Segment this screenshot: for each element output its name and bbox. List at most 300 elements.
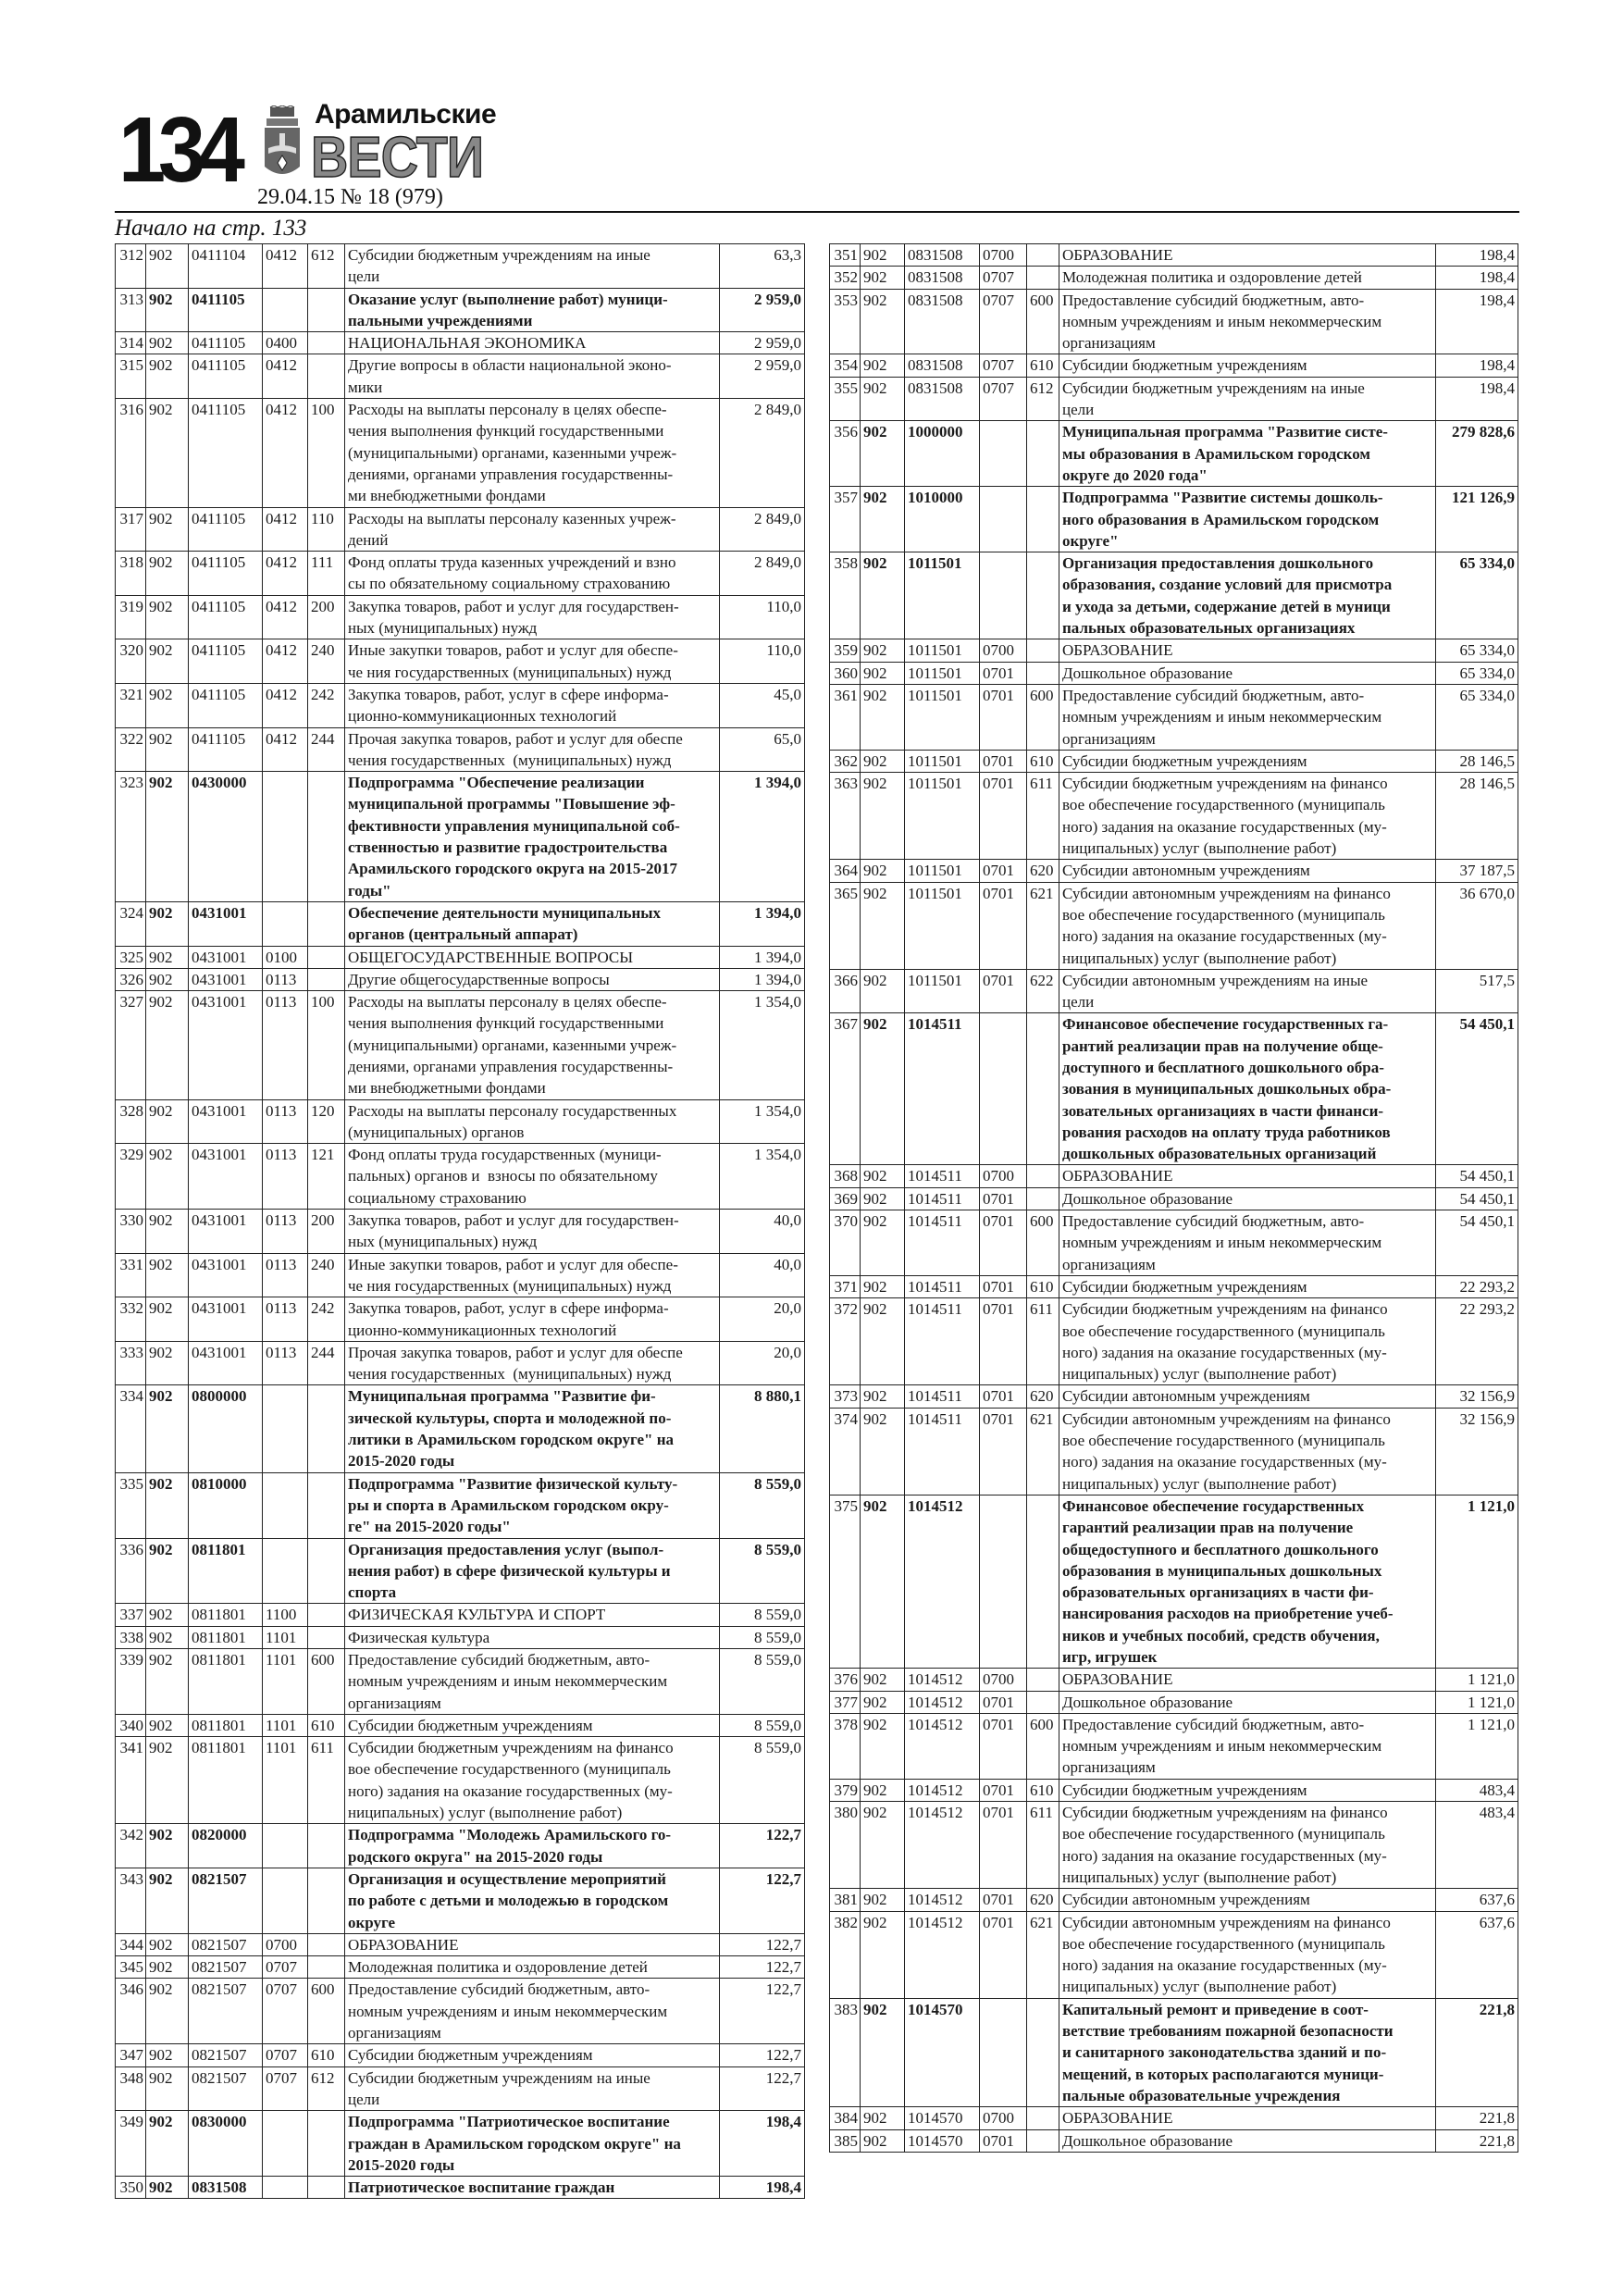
row-number: 368: [830, 1165, 861, 1187]
row-number: 374: [830, 1408, 861, 1495]
department-code: 902: [146, 946, 189, 968]
row-number: 336: [116, 1538, 146, 1604]
row-number: 381: [830, 1889, 861, 1911]
table-row: [116, 1341, 805, 1385]
target-code: 0431001: [189, 1144, 263, 1210]
row-number: 385: [830, 2129, 861, 2152]
target-code: 0431001: [189, 991, 263, 1099]
description: Субсидии бюджетным учреждениям на финансо вое обеспечение государственного (муниципаль ного) задания на оказание государственных (му- ниципальных) услуг (выполнение работ): [345, 1737, 720, 1824]
description: Предоставление субсидий бюджетным, авто- номным учреждениям и иным некоммерческим организациям: [1059, 1210, 1436, 1276]
target-code: 0831508: [905, 377, 980, 421]
department-code: 902: [861, 1691, 905, 1713]
description: Субсидии бюджетным учреждениям на финансо вое обеспечение государственного (муниципаль ного) задания на оказание государственных (му- ниципальных) услуг (выполнение работ): [1059, 1802, 1436, 1889]
amount: 65 334,0: [1436, 552, 1518, 639]
department-code: 902: [861, 421, 905, 487]
expense-type-code: [308, 1538, 345, 1604]
section-code: 0412: [263, 244, 308, 289]
row-number: 347: [116, 2044, 146, 2066]
department-code: 902: [146, 1933, 189, 1955]
table-row: [116, 552, 805, 596]
department-code: 902: [146, 1626, 189, 1648]
department-code: 902: [146, 288, 189, 332]
description: Муниципальная программа "Развитие фи- зической культуры, спорта и молодежной по- литики в Арамильском городском округе" на 2015-2020 годы: [345, 1385, 720, 1472]
section-code: [980, 1013, 1027, 1165]
row-number: 377: [830, 1691, 861, 1713]
description: ОБРАЗОВАНИЕ: [1059, 1669, 1436, 1691]
section-code: 0700: [263, 1933, 308, 1955]
target-code: 0431001: [189, 1297, 263, 1342]
amount: 2 959,0: [720, 354, 805, 399]
row-number: 343: [116, 1868, 146, 1933]
department-code: 902: [146, 1979, 189, 2044]
section-code: 0701: [980, 773, 1027, 860]
description: Субсидии автономным учреждениям на финансо вое обеспечение государственного (муниципаль ного) задания на оказание государственных (му- ниципальных) услуг (выполнение работ): [1059, 1408, 1436, 1495]
department-code: 902: [861, 1275, 905, 1297]
amount: 122,7: [720, 2066, 805, 2111]
amount: 2 849,0: [720, 507, 805, 552]
department-code: 902: [861, 1911, 905, 1998]
expense-type-code: [308, 332, 345, 354]
description: Финансовое обеспечение государственных гарантий реализации прав на получение общедоступного и бесплатного дошкольного образования в муниципальных дошкольных образовательных организациях в части фи- нансирования расходов на приобретение учеб- ников и учебных пособий, средств обучения, игр, игрушек: [1059, 1495, 1436, 1668]
table-row: [830, 882, 1518, 969]
department-code: 902: [146, 1868, 189, 1933]
row-number: 384: [830, 2107, 861, 2129]
amount: 54 450,1: [1436, 1013, 1518, 1165]
table-row: [116, 2111, 805, 2177]
expense-type-code: 610: [1027, 1275, 1059, 1297]
target-code: 1014512: [905, 1802, 980, 1889]
expense-type-code: [308, 354, 345, 399]
row-number: 383: [830, 1998, 861, 2106]
department-code: 902: [146, 1210, 189, 1254]
department-code: 902: [146, 727, 189, 772]
department-code: 902: [146, 1649, 189, 1715]
table-row: [830, 1013, 1518, 1165]
expense-type-code: 611: [1027, 1298, 1059, 1385]
amount: 32 156,9: [1436, 1408, 1518, 1495]
table-row: [830, 289, 1518, 354]
target-code: 1011501: [905, 860, 980, 882]
table-row: [116, 1979, 805, 2044]
department-code: 902: [146, 1737, 189, 1824]
continued-note: Начало на стр. 133: [115, 216, 307, 241]
table-row: [116, 1210, 805, 1254]
section-code: 0707: [980, 289, 1027, 354]
masthead: [118, 100, 1525, 209]
row-number: 318: [116, 552, 146, 596]
target-code: 1011501: [905, 750, 980, 772]
expense-type-code: 600: [1027, 1713, 1059, 1779]
section-code: 0412: [263, 552, 308, 596]
row-number: 373: [830, 1385, 861, 1408]
amount: 122,7: [720, 1868, 805, 1933]
target-code: 0820000: [189, 1824, 263, 1868]
expense-type-code: [308, 2111, 345, 2177]
section-code: 0412: [263, 399, 308, 507]
description: Закупка товаров, работ, услуг в сфере информа- ционно-коммуникационных технологий: [345, 1297, 720, 1342]
expense-type-code: 610: [308, 1714, 345, 1736]
target-code: 1014511: [905, 1408, 980, 1495]
description: Субсидии бюджетным учреждениям на финансо вое обеспечение государственного (муниципаль ного) задания на оказание государственных (му- ниципальных) услуг (выполнение работ): [1059, 773, 1436, 860]
table-row: [830, 487, 1518, 552]
table-row: [116, 1956, 805, 1979]
amount: 122,7: [720, 1933, 805, 1955]
section-code: 0701: [980, 860, 1027, 882]
table-row: [116, 1933, 805, 1955]
amount: 1 354,0: [720, 1099, 805, 1144]
target-code: 0831508: [905, 244, 980, 267]
table-row: [116, 772, 805, 902]
target-code: 1014570: [905, 2107, 980, 2129]
amount: 198,4: [1436, 289, 1518, 354]
row-number: 314: [116, 332, 146, 354]
amount: 221,8: [1436, 2129, 1518, 2152]
table-row: [116, 244, 805, 289]
expense-type-code: 600: [1027, 1210, 1059, 1276]
expense-type-code: 121: [308, 1144, 345, 1210]
table-row: [830, 1165, 1518, 1187]
table-row: [116, 968, 805, 990]
department-code: 902: [146, 1538, 189, 1604]
amount: 2 849,0: [720, 399, 805, 507]
amount: 54 450,1: [1436, 1165, 1518, 1187]
target-code: 1014511: [905, 1165, 980, 1187]
department-code: 902: [861, 1802, 905, 1889]
description: Дошкольное образование: [1059, 1187, 1436, 1210]
amount: 45,0: [720, 683, 805, 727]
table-row: [116, 332, 805, 354]
section-code: 0700: [980, 2107, 1027, 2129]
expense-type-code: 120: [308, 1099, 345, 1144]
target-code: 0431001: [189, 1341, 263, 1385]
target-code: 0411105: [189, 639, 263, 684]
section-code: 0400: [263, 332, 308, 354]
table-row: [830, 684, 1518, 750]
target-code: 1014511: [905, 1210, 980, 1276]
target-code: 0411105: [189, 332, 263, 354]
amount: 483,4: [1436, 1779, 1518, 1801]
row-number: 344: [116, 1933, 146, 1955]
table-row: [830, 1911, 1518, 1998]
target-code: 1014511: [905, 1013, 980, 1165]
target-code: 0811801: [189, 1626, 263, 1648]
table-row: [116, 1538, 805, 1604]
issue-info: 29.04.15 № 18 (979): [257, 185, 443, 209]
table-row: [830, 2129, 1518, 2152]
section-code: 0701: [980, 1275, 1027, 1297]
table-row: [830, 354, 1518, 377]
description: Предоставление субсидий бюджетным, авто- номным учреждениям и иным некоммерческим организациям: [345, 1649, 720, 1715]
department-code: 902: [861, 2129, 905, 2152]
table-row: [830, 1210, 1518, 1276]
section-code: 0707: [980, 267, 1027, 289]
expense-type-code: 242: [308, 683, 345, 727]
table-row: [830, 1713, 1518, 1779]
target-code: 1011501: [905, 684, 980, 750]
department-code: 902: [146, 639, 189, 684]
amount: 221,8: [1436, 1998, 1518, 2106]
amount: 2 959,0: [720, 332, 805, 354]
target-code: 0810000: [189, 1472, 263, 1538]
expense-type-code: 622: [1027, 969, 1059, 1013]
table-row: [116, 991, 805, 1099]
amount: 20,0: [720, 1341, 805, 1385]
expense-type-code: [1027, 1165, 1059, 1187]
section-code: 0412: [263, 354, 308, 399]
target-code: 1014512: [905, 1779, 980, 1801]
description: Физическая культура: [345, 1626, 720, 1648]
row-number: 355: [830, 377, 861, 421]
target-code: 1014511: [905, 1275, 980, 1297]
table-row: [116, 2066, 805, 2111]
amount: 1 121,0: [1436, 1691, 1518, 1713]
row-number: 330: [116, 1210, 146, 1254]
amount: 65 334,0: [1436, 639, 1518, 662]
expense-type-code: 110: [308, 507, 345, 552]
amount: 8 559,0: [720, 1714, 805, 1736]
row-number: 338: [116, 1626, 146, 1648]
brand-top: Арамильские: [315, 99, 497, 130]
brand-main: ВЕСТИ: [311, 126, 484, 190]
row-number: 341: [116, 1737, 146, 1824]
section-code: [263, 901, 308, 946]
expense-type-code: 620: [1027, 1889, 1059, 1911]
section-code: 0701: [980, 1911, 1027, 1998]
expense-type-code: 242: [308, 1297, 345, 1342]
amount: 121 126,9: [1436, 487, 1518, 552]
department-code: 902: [146, 1253, 189, 1297]
description: Закупка товаров, работ, услуг в сфере информа- ционно-коммуникационных технологий: [345, 683, 720, 727]
description: Закупка товаров, работ и услуг для государствен- ных (муниципальных) нужд: [345, 595, 720, 639]
description: Субсидии бюджетным учреждениям на иные цели: [345, 2066, 720, 2111]
amount: 110,0: [720, 639, 805, 684]
department-code: 902: [861, 773, 905, 860]
target-code: 0431001: [189, 1210, 263, 1254]
description: Другие общегосударственные вопросы: [345, 968, 720, 990]
expense-type-code: 610: [1027, 354, 1059, 377]
description: Субсидии бюджетным учреждениям: [345, 2044, 720, 2066]
expense-type-code: [308, 1604, 345, 1626]
target-code: 0831508: [189, 2177, 263, 2199]
description: ОБЩЕГОСУДАРСТВЕННЫЕ ВОПРОСЫ: [345, 946, 720, 968]
department-code: 902: [861, 969, 905, 1013]
target-code: 0811801: [189, 1714, 263, 1736]
row-number: 322: [116, 727, 146, 772]
section-code: 0113: [263, 1210, 308, 1254]
expense-type-code: [1027, 1187, 1059, 1210]
amount: 221,8: [1436, 2107, 1518, 2129]
amount: 1 121,0: [1436, 1495, 1518, 1668]
target-code: 0431001: [189, 901, 263, 946]
expense-type-code: [308, 1956, 345, 1979]
amount: 122,7: [720, 2044, 805, 2066]
row-number: 315: [116, 354, 146, 399]
department-code: 902: [146, 2177, 189, 2199]
row-number: 345: [116, 1956, 146, 1979]
department-code: 902: [861, 1165, 905, 1187]
table-row: [116, 1737, 805, 1824]
target-code: 0430000: [189, 772, 263, 902]
description: Подпрограмма "Развитие системы дошколь- ного образования в Арамильском городском округе": [1059, 487, 1436, 552]
row-number: 367: [830, 1013, 861, 1165]
department-code: 902: [146, 2066, 189, 2111]
table-row: [116, 1297, 805, 1342]
department-code: 902: [146, 1144, 189, 1210]
table-row: [830, 750, 1518, 772]
amount: 54 450,1: [1436, 1210, 1518, 1276]
amount: 65 334,0: [1436, 684, 1518, 750]
row-number: 325: [116, 946, 146, 968]
description: ОБРАЗОВАНИЕ: [1059, 2107, 1436, 2129]
section-code: 0701: [980, 882, 1027, 969]
department-code: 902: [861, 377, 905, 421]
description: ОБРАЗОВАНИЕ: [1059, 639, 1436, 662]
expense-type-code: [1027, 2107, 1059, 2129]
description: Субсидии бюджетным учреждениям на иные цели: [1059, 377, 1436, 421]
description: Патриотическое воспитание граждан: [345, 2177, 720, 2199]
expense-type-code: [308, 901, 345, 946]
department-code: 902: [861, 1385, 905, 1408]
amount: 1 394,0: [720, 968, 805, 990]
amount: 37 187,5: [1436, 860, 1518, 882]
section-code: 0700: [980, 1165, 1027, 1187]
amount: 198,4: [1436, 244, 1518, 267]
department-code: 902: [861, 267, 905, 289]
table-row: [830, 1275, 1518, 1297]
target-code: 1014512: [905, 1495, 980, 1668]
expense-type-code: 620: [1027, 860, 1059, 882]
description: Фонд оплаты труда казенных учреждений и взно сы по обязательному социальному страхованию: [345, 552, 720, 596]
expense-type-code: 610: [1027, 1779, 1059, 1801]
section-code: [263, 1868, 308, 1933]
section-code: 0701: [980, 662, 1027, 684]
department-code: 902: [861, 1998, 905, 2106]
target-code: 0821507: [189, 2044, 263, 2066]
description: Капитальный ремонт и приведение в соот- ветствие требованиям пожарной безопасности и санитарного законодательства зданий и по- мещений, в которых располагаются муници- пальные образовательные учреждения: [1059, 1998, 1436, 2106]
department-code: 902: [146, 1714, 189, 1736]
expense-type-code: 621: [1027, 1408, 1059, 1495]
amount: 20,0: [720, 1297, 805, 1342]
department-code: 902: [861, 2107, 905, 2129]
table-row: [116, 946, 805, 968]
amount: 1 394,0: [720, 772, 805, 902]
header-rule: [115, 211, 1519, 213]
table-row: [830, 1998, 1518, 2106]
table-row: [830, 2107, 1518, 2129]
section-code: [263, 1538, 308, 1604]
expense-type-code: 240: [308, 639, 345, 684]
department-code: 902: [861, 1889, 905, 1911]
target-code: 1014512: [905, 1691, 980, 1713]
description: Подпрограмма "Обеспечение реализации муниципальной программы "Повышение эф- фективности управления муниципальной соб- ственностью и развитие градостроительства Арамильского городского округа на 2015-2017 годы": [345, 772, 720, 902]
table-row: [116, 727, 805, 772]
row-number: 376: [830, 1669, 861, 1691]
description: Иные закупки товаров, работ и услуг для обеспе- че ния государственных (муниципальных) нужд: [345, 639, 720, 684]
row-number: 349: [116, 2111, 146, 2177]
description: Дошкольное образование: [1059, 2129, 1436, 2152]
description: Муниципальная программа "Развитие систе- мы образования в Арамильском городском округе до 2020 года": [1059, 421, 1436, 487]
amount: 32 156,9: [1436, 1385, 1518, 1408]
expense-type-code: [1027, 267, 1059, 289]
row-number: 350: [116, 2177, 146, 2199]
table-row: [116, 1604, 805, 1626]
description: Предоставление субсидий бюджетным, авто- номным учреждениям и иным некоммерческим организациям: [1059, 289, 1436, 354]
department-code: 902: [146, 1385, 189, 1472]
table-row: [830, 1495, 1518, 1668]
description: Оказание услуг (выполнение работ) муници- пальными учреждениями: [345, 288, 720, 332]
expense-type-code: 610: [308, 2044, 345, 2066]
description: Иные закупки товаров, работ и услуг для обеспе- че ния государственных (муниципальных) нужд: [345, 1253, 720, 1297]
expense-type-code: 610: [1027, 750, 1059, 772]
section-code: 0701: [980, 1408, 1027, 1495]
department-code: 902: [146, 991, 189, 1099]
description: Предоставление субсидий бюджетным, авто- номным учреждениям и иным некоммерческим организациям: [1059, 1713, 1436, 1779]
section-code: 0701: [980, 1779, 1027, 1801]
description: Субсидии бюджетным учреждениям: [1059, 750, 1436, 772]
row-number: 334: [116, 1385, 146, 1472]
target-code: 0821507: [189, 1956, 263, 1979]
description: Субсидии автономным учреждениям: [1059, 1889, 1436, 1911]
amount: 198,4: [1436, 377, 1518, 421]
department-code: 902: [146, 244, 189, 289]
department-code: 902: [861, 354, 905, 377]
target-code: 0411105: [189, 288, 263, 332]
description: Расходы на выплаты персоналу государственных (муниципальных) органов: [345, 1099, 720, 1144]
target-code: 1011501: [905, 969, 980, 1013]
department-code: 902: [146, 1099, 189, 1144]
section-code: 0113: [263, 991, 308, 1099]
amount: 637,6: [1436, 1911, 1518, 1998]
expense-type-code: [1027, 1691, 1059, 1713]
department-code: 902: [146, 399, 189, 507]
amount: 8 559,0: [720, 1626, 805, 1648]
amount: 1 121,0: [1436, 1713, 1518, 1779]
amount: 1 394,0: [720, 946, 805, 968]
description: Финансовое обеспечение государственных га- рантий реализации прав на получение обще- доступного и бесплатного дошкольного обра- зования в муниципальных дошкольных обра- зовательных организациях в части финанси- рования расходов на оплату труда работников дошкольных образовательных организаций: [1059, 1013, 1436, 1165]
row-number: 354: [830, 354, 861, 377]
department-code: 902: [146, 1297, 189, 1342]
table-row: [830, 377, 1518, 421]
expense-type-code: [1027, 421, 1059, 487]
expense-type-code: 611: [1027, 1802, 1059, 1889]
row-number: 313: [116, 288, 146, 332]
expense-type-code: [1027, 1669, 1059, 1691]
row-number: 337: [116, 1604, 146, 1626]
amount: 28 146,5: [1436, 773, 1518, 860]
table-row: [830, 969, 1518, 1013]
amount: 8 559,0: [720, 1649, 805, 1715]
row-number: 365: [830, 882, 861, 969]
page-number: 134: [118, 98, 238, 202]
department-code: 902: [146, 683, 189, 727]
department-code: 902: [146, 1956, 189, 1979]
section-code: 0113: [263, 1297, 308, 1342]
table-row: [116, 1868, 805, 1933]
expense-type-code: [308, 1824, 345, 1868]
section-code: 0707: [263, 2066, 308, 2111]
expense-type-code: 600: [308, 1649, 345, 1715]
department-code: 902: [861, 552, 905, 639]
section-code: 0412: [263, 727, 308, 772]
row-number: 333: [116, 1341, 146, 1385]
description: Организация и осуществление мероприятий по работе с детьми и молодежью в городском округе: [345, 1868, 720, 1933]
row-number: 342: [116, 1824, 146, 1868]
department-code: 902: [861, 1187, 905, 1210]
expense-type-code: 621: [1027, 882, 1059, 969]
amount: 198,4: [1436, 354, 1518, 377]
row-number: 375: [830, 1495, 861, 1668]
target-code: 0411105: [189, 552, 263, 596]
